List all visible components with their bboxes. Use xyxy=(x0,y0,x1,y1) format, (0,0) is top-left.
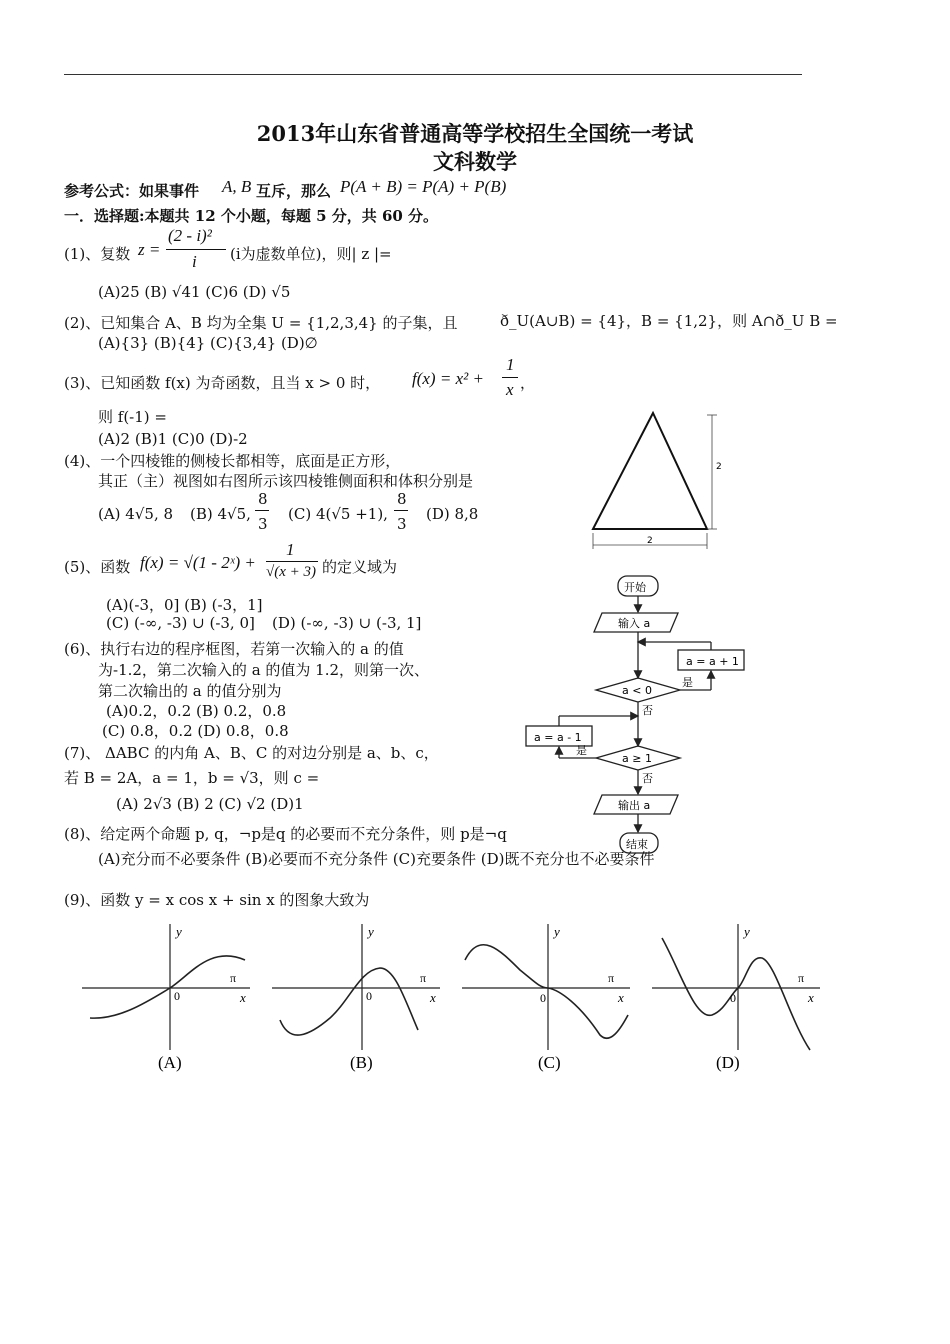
q3-frac-den: x xyxy=(506,380,514,399)
graph-a-x: x xyxy=(240,990,246,1005)
q3-frac-num: 1 xyxy=(506,355,515,374)
q6-line2: 为-1.2，第二次输入的 a 的值为 1.2，则第一次、 xyxy=(98,661,430,679)
flow-sub: a = a - 1 xyxy=(534,731,582,744)
graph-c-y: y xyxy=(554,924,560,939)
q7-options: (A) 2√3 (B) 2 (C) √2 (D)1 xyxy=(116,795,304,813)
graph-d-pi: π xyxy=(798,971,805,985)
graph-a-y: y xyxy=(176,924,182,939)
flow-add: a = a + 1 xyxy=(686,655,739,668)
q3-line2: 则 f(-1) = xyxy=(98,408,167,426)
graph-b-caption: (B) xyxy=(350,1053,373,1072)
q4-option-a: (A) 4√5, 8 xyxy=(98,505,174,523)
q4-line1: (4)、一个四棱锥的侧棱长都相等，底面是正方形， xyxy=(64,452,401,470)
q3-options: (A)2 (B)1 (C)0 (D)-2 xyxy=(98,430,248,448)
q5-fx: f(x) = √(1 - 2ˣ) + xyxy=(140,553,256,572)
pyramid-front-view xyxy=(585,405,725,555)
q1-stem-a: (1)、复数 xyxy=(64,245,131,263)
graph-d xyxy=(650,920,830,1080)
graph-a-origin: 0 xyxy=(174,989,180,1003)
graph-c-origin: 0 xyxy=(540,991,546,1005)
flow-end: 结束 xyxy=(626,838,648,851)
q6-line1: (6)、执行右边的程序框图，若第一次输入的 a 的值 xyxy=(64,640,404,658)
q5-fraction-bar xyxy=(266,561,318,562)
graph-c-x: x xyxy=(618,990,624,1005)
q1-fraction-bar xyxy=(166,249,226,250)
q4-option-b: (B) 4√5, xyxy=(190,505,251,523)
q4-c-den: 3 xyxy=(397,515,407,533)
q5-frac-num: 1 xyxy=(286,540,295,559)
flow-no2: 否 xyxy=(642,772,653,785)
flow-start: 开始 xyxy=(624,581,646,594)
graph-c xyxy=(460,920,640,1080)
formula-label: 参考公式：如果事件 xyxy=(64,182,200,200)
q8-options: (A)充分而不必要条件 (B)必要而不充分条件 (C)充要条件 (D)既不充分也不必要条件 xyxy=(98,850,655,868)
flow-cond1: a < 0 xyxy=(622,684,652,697)
q1-z: z = xyxy=(138,240,161,259)
q4-b-den: 3 xyxy=(258,515,268,533)
q5-option-d: (D) (-∞, -3) ∪ (-3, 1] xyxy=(272,614,422,632)
q4-option-c: (C) 4(√5 +1), xyxy=(288,505,388,523)
q1-stem-b: (i为虚数单位)，则| z |= xyxy=(230,245,392,263)
q4-b-num: 8 xyxy=(258,490,268,508)
graph-a-pi: π xyxy=(230,971,237,985)
q1-denominator: i xyxy=(192,252,197,271)
flow-no1: 否 xyxy=(642,704,653,717)
q3-stem: (3)、已知函数 f(x) 为奇函数，且当 x > 0 时， xyxy=(64,374,381,392)
graph-c-pi: π xyxy=(608,971,615,985)
flow-cond2: a ≥ 1 xyxy=(622,752,652,765)
q8-stem: (8)、给定两个命题 p, q，¬p是q 的必要而不充分条件，则 p是¬q xyxy=(64,825,507,843)
q9-stem: (9)、函数 y = x cos x + sin x 的图象大致为 xyxy=(64,891,370,909)
graph-d-x: x xyxy=(808,990,814,1005)
graph-b-x: x xyxy=(430,990,436,1005)
q1-options: (A)25 (B) √41 (C)6 (D) √5 xyxy=(98,283,291,301)
q6-options-ab: (A)0.2，0.2 (B) 0.2，0.8 xyxy=(106,702,287,720)
graph-b-origin: 0 xyxy=(366,989,372,1003)
graph-d-caption: (D) xyxy=(716,1053,740,1072)
q6-options-cd: (C) 0.8，0.2 (D) 0.8，0.8 xyxy=(102,722,289,740)
exam-subtitle: 文科数学 xyxy=(433,149,517,174)
q4-c-bar xyxy=(394,510,408,511)
q5-options-ab: (A)(-3，0] (B) (-3，1] xyxy=(106,596,263,614)
graph-b-pi: π xyxy=(420,971,427,985)
formula-vars: A, B xyxy=(222,177,252,196)
formula-expr: P(A + B) = P(A) + P(B) xyxy=(340,177,507,196)
graph-c-caption: (C) xyxy=(538,1053,561,1072)
graph-b xyxy=(270,920,450,1080)
q2-stem-b: ð_U(A∪B) = {4}，B = {1,2}，则 A∩ð_U B = xyxy=(500,312,838,330)
q7-line2: 若 B = 2A，a = 1，b = √3，则 c = xyxy=(64,769,320,787)
graph-d-y: y xyxy=(744,924,750,939)
q3-comma: ， xyxy=(520,374,536,392)
flow-yes2: 是 xyxy=(576,744,587,757)
q2-options: (A){3} (B){4} (C){3,4} (D)∅ xyxy=(98,334,318,352)
flow-output: 输出 a xyxy=(618,799,651,812)
q4-b-bar xyxy=(255,510,269,511)
top-rule xyxy=(64,74,802,75)
flowchart xyxy=(520,570,760,860)
section-heading: 一．选择题:本题共 12 个小题，每题 5 分，共 60 分。 xyxy=(64,207,439,225)
graph-a xyxy=(80,920,260,1080)
graph-b-y: y xyxy=(368,924,374,939)
q4-line2: 其正（主）视图如右图所示该四棱锥侧面积和体积分别是 xyxy=(98,472,474,490)
q6-line3: 第二次输出的 a 的值分别为 xyxy=(98,682,282,700)
pyramid-height-label: 2 xyxy=(716,462,722,472)
flow-input: 输入 a xyxy=(618,617,651,630)
q5-option-c: (C) (-∞, -3) ∪ (-3, 0] xyxy=(106,614,255,632)
q5-stem-a: (5)、函数 xyxy=(64,558,131,576)
q3-fx: f(x) = x² + xyxy=(412,369,484,388)
q3-fraction-bar xyxy=(502,377,518,378)
q5-stem-b: 的定义域为 xyxy=(322,558,398,576)
q1-numerator: (2 - i)² xyxy=(168,226,212,245)
q4-c-num: 8 xyxy=(397,490,407,508)
graph-a-caption: (A) xyxy=(158,1053,182,1072)
q7-line1: (7)、 ΔABC 的内角 A、B、C 的对边分别是 a、b、c， xyxy=(64,744,439,762)
flow-yes1: 是 xyxy=(682,676,693,689)
exam-title: 2013年山东省普通高等学校招生全国统一考试 xyxy=(256,121,694,146)
q4-option-d: (D) 8,8 xyxy=(426,505,479,523)
q2-stem: (2)、已知集合 A、B 均为全集 U = {1,2,3,4} 的子集，且 xyxy=(64,314,458,332)
q5-frac-den: √(x + 3) xyxy=(266,564,317,580)
graph-d-origin: 0 xyxy=(730,991,736,1005)
pyramid-base-label: 2 xyxy=(647,536,653,546)
formula-mid: 互斥，那么 xyxy=(256,182,332,200)
